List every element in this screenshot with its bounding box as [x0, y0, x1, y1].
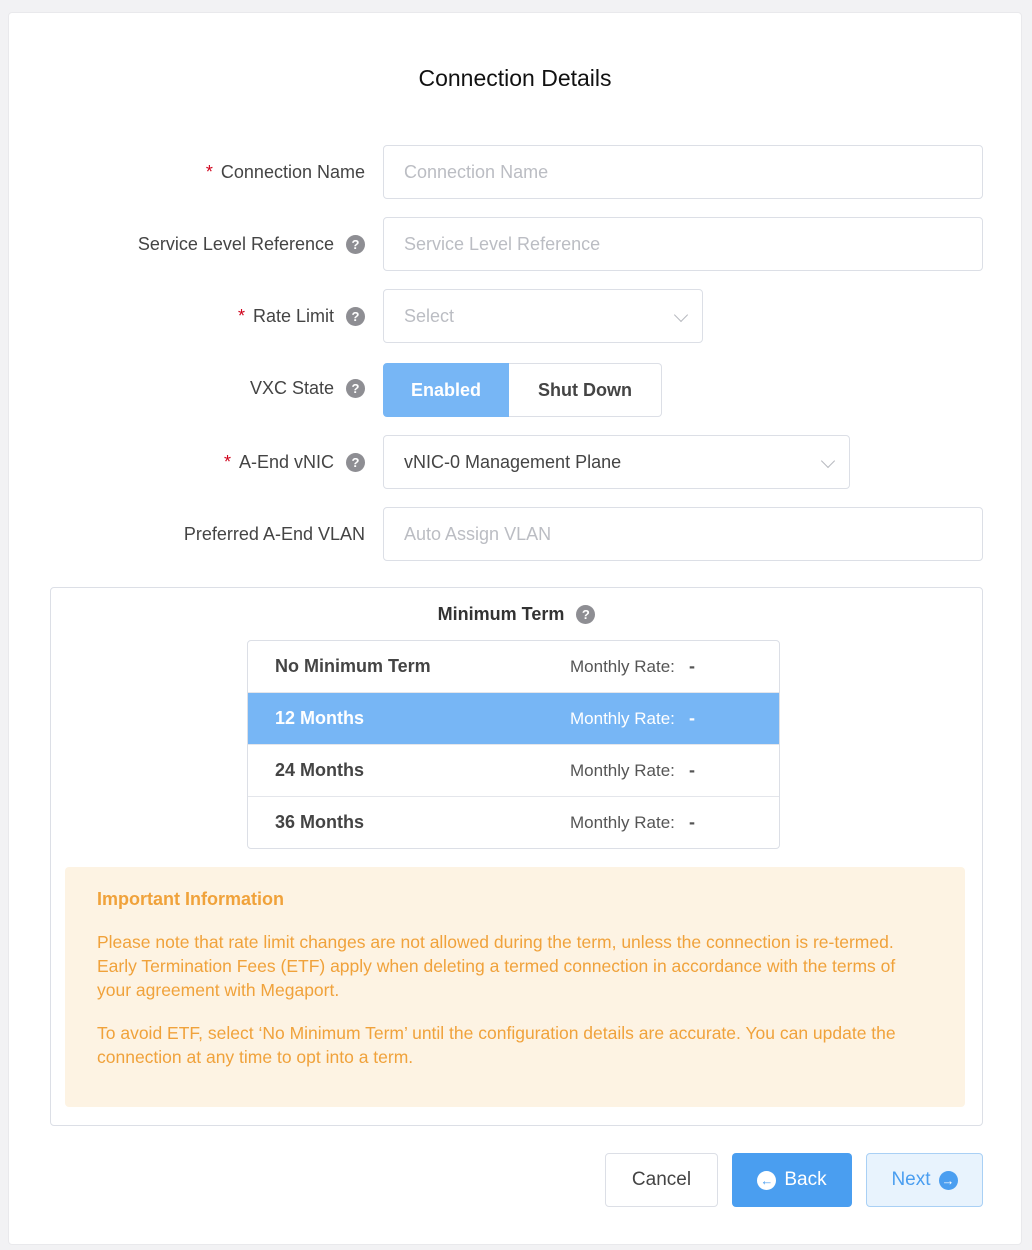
rate-limit-row	[9, 289, 1021, 343]
a-end-vnic-label: * A-End vNIC ?	[224, 435, 365, 489]
service-level-row	[9, 217, 1021, 271]
rate-limit-select[interactable]: Select	[383, 289, 703, 343]
minimum-term-list	[247, 640, 780, 849]
vlan-row	[9, 507, 1021, 561]
connection-details-card	[8, 12, 1022, 1245]
help-icon[interactable]: ?	[346, 235, 365, 254]
help-icon[interactable]: ?	[346, 453, 365, 472]
next-button[interactable]: Next →	[866, 1153, 983, 1207]
chevron-down-icon	[821, 454, 835, 468]
minimum-term-title: Minimum Term ?	[51, 604, 982, 625]
arrow-right-circle-icon: →	[939, 1171, 958, 1190]
back-button[interactable]: ← Back	[732, 1153, 852, 1207]
a-end-vnic-row	[9, 435, 1021, 489]
required-marker: *	[205, 161, 213, 182]
rate-limit-label: * Rate Limit ?	[238, 289, 365, 343]
service-level-label: Service Level Reference ?	[138, 217, 365, 271]
minimum-term-panel	[50, 587, 983, 1126]
shut-down-option[interactable]: Shut Down	[509, 363, 662, 417]
a-end-vnic-select[interactable]: vNIC-0 Management Plane	[383, 435, 850, 489]
required-marker: *	[223, 451, 231, 472]
connection-name-row	[9, 145, 1021, 199]
arrow-left-circle-icon: ←	[757, 1171, 776, 1190]
cancel-button[interactable]: Cancel	[605, 1153, 718, 1207]
important-information-alert	[65, 867, 965, 1107]
service-level-input[interactable]: Service Level Reference	[383, 217, 983, 271]
required-marker: *	[237, 305, 245, 326]
help-icon[interactable]: ?	[346, 379, 365, 398]
alert-paragraph-2: To avoid ETF, select ‘No Minimum Term’ until the configuration details are accurate. You can update the connection at any time to opt into a term.	[97, 1023, 896, 1067]
term-option-24-months[interactable]: 24 Months Monthly Rate: -	[248, 745, 779, 797]
term-option-none[interactable]: No Minimum Term Monthly Rate: -	[248, 641, 779, 693]
connection-name-label: * Connection Name	[205, 161, 365, 182]
chevron-down-icon	[674, 308, 688, 322]
vxc-state-toggle	[383, 363, 662, 417]
term-option-36-months[interactable]: 36 Months Monthly Rate: -	[275, 812, 695, 832]
vlan-label: Preferred A-End VLAN	[183, 523, 365, 544]
vxc-state-label: VXC State ?	[250, 363, 365, 413]
alert-paragraph-1: Please note that rate limit changes are not allowed during the term, unless the connection is re-termed. Early Termination Fees (ETF) apply when deleting a termed connection in accordance with the terms of your agreement with Megaport.	[97, 932, 896, 1000]
connection-name-input[interactable]: Connection Name	[383, 145, 983, 199]
enabled-option[interactable]: Enabled	[383, 363, 509, 417]
vlan-input[interactable]: Auto Assign VLAN	[383, 507, 983, 561]
vxc-state-row	[9, 363, 1021, 417]
help-icon[interactable]: ?	[576, 605, 595, 624]
help-icon[interactable]: ?	[346, 307, 365, 326]
term-option-12-months[interactable]: 12 Months Monthly Rate: -	[248, 693, 779, 745]
alert-heading: Important Information	[97, 889, 284, 909]
page-title: Connection Details	[418, 65, 612, 91]
